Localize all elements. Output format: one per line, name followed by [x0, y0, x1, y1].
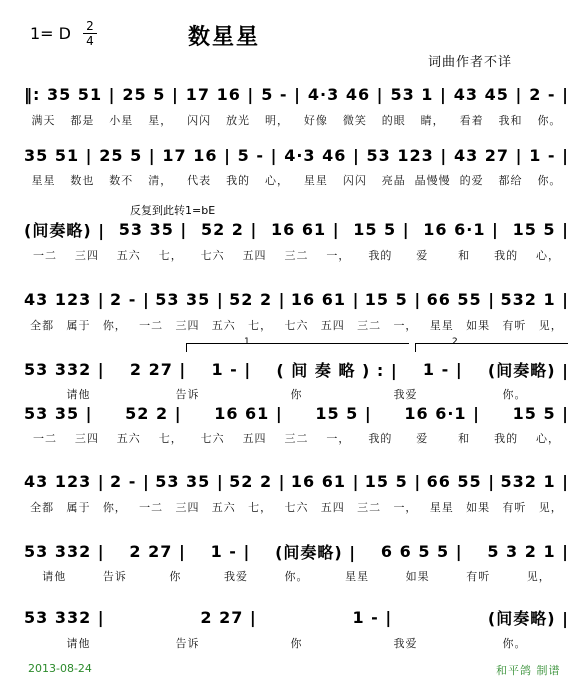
lyric-word: 三二	[357, 501, 382, 514]
lyrics-row	[24, 430, 569, 446]
lyric-word: 我和	[498, 114, 523, 127]
measure: ‖: 35 51 |	[24, 84, 116, 104]
lyric-word: 你	[290, 388, 303, 401]
measure: 4·3 46 |	[307, 84, 384, 104]
measure: 4·3 46 |	[284, 145, 360, 165]
lyric-word: 心，	[264, 174, 289, 187]
measure: (间奏略) |	[487, 360, 569, 380]
lyric-word: 一，	[393, 501, 418, 514]
lyric-word: 你，	[102, 501, 127, 514]
lyric-word: 晶慢慢	[414, 174, 451, 187]
lyric-word: 数也	[70, 174, 95, 187]
lyric-word: 和	[458, 249, 471, 262]
lyrics-row	[24, 499, 569, 515]
measure: 16 61 |	[290, 289, 360, 309]
lyrics-row	[24, 247, 569, 263]
lyrics-row	[24, 386, 569, 402]
lyric-word: 五六	[211, 501, 236, 514]
music-row	[24, 218, 569, 240]
lyric-word: 一二	[32, 432, 57, 445]
measure: 532 1 |	[500, 471, 569, 491]
lyric-word: 你。	[284, 570, 309, 583]
lyric-word: 告诉	[175, 637, 200, 650]
lyric-word: 你。	[502, 637, 527, 650]
measure: 43 27 |	[453, 145, 523, 165]
lyric-word: 三二	[357, 319, 382, 332]
lyric-word: 五六	[211, 319, 236, 332]
measure: 15 5 |	[364, 471, 422, 491]
meter-bottom: 4	[86, 34, 94, 48]
lyric-word: 属于	[66, 319, 91, 332]
measure: 15 5 |	[353, 219, 410, 239]
measure: 53 35 |	[155, 471, 224, 491]
lyric-word: 五六	[116, 432, 141, 445]
lyric-word: 我的	[368, 432, 393, 445]
lyric-word: 和	[458, 432, 471, 445]
lyric-word: 你。	[502, 388, 527, 401]
lyric-word: 有听	[466, 570, 491, 583]
lyric-word: 见，	[526, 570, 551, 583]
lyric-word: 满天	[31, 114, 56, 127]
lyric-word: 亮晶	[381, 174, 406, 187]
measure: 66 55 |	[426, 289, 496, 309]
measure: 15 5 |	[315, 403, 372, 423]
lyric-word: 告诉	[102, 570, 127, 583]
measure: 43 123 |	[24, 471, 105, 491]
lyric-word: 的爱	[459, 174, 484, 187]
lyric-word: 五四	[320, 501, 345, 514]
lyric-word: 都是	[70, 114, 95, 127]
lyric-word: 清，	[148, 174, 173, 187]
music-row	[24, 83, 569, 105]
measure: 5 - |	[261, 84, 301, 104]
lyrics-row	[24, 172, 569, 188]
measure: 1 - |	[211, 359, 252, 379]
lyrics-row	[24, 635, 569, 651]
measure: 1 - |	[529, 145, 569, 165]
time-signature	[83, 20, 97, 47]
volta-label-1: 1	[244, 337, 250, 347]
music-row	[24, 470, 569, 492]
lyric-word: 请他	[42, 570, 67, 583]
lyric-word: 星星	[345, 570, 370, 583]
lyric-word: 七六	[284, 501, 309, 514]
lyric-word: 有听	[502, 501, 527, 514]
measure: 53 1 |	[390, 84, 447, 104]
music-row	[24, 288, 569, 310]
measure: 52 2 |	[125, 403, 182, 423]
measure: 6 6 5 5 |	[380, 541, 463, 561]
lyric-word: 闪闪	[342, 174, 367, 187]
lyric-word: 看着	[459, 114, 484, 127]
lyric-word: 七六	[284, 319, 309, 332]
lyric-word: 你	[169, 570, 182, 583]
measure: 15 5 |	[512, 219, 569, 239]
lyric-word: 五六	[116, 249, 141, 262]
lyric-word: 全都	[30, 319, 55, 332]
measure: 16 6·1 |	[404, 403, 480, 423]
lyric-word: 我的	[494, 432, 519, 445]
lyric-word: 我爱	[223, 570, 248, 583]
lyric-word: 小星	[109, 114, 134, 127]
lyric-word: 见，	[538, 319, 563, 332]
volta-label-2: 2	[452, 337, 458, 347]
measure: 15 5 |	[512, 403, 569, 423]
lyric-word: 告诉	[175, 388, 200, 401]
measure: 15 5 |	[364, 289, 422, 309]
measure: (间奏略) |	[275, 542, 357, 562]
measure: 2 27 |	[129, 541, 186, 561]
music-row	[24, 606, 569, 628]
lyric-word: 我的	[494, 249, 519, 262]
lyric-word: 你，	[102, 319, 127, 332]
lyric-word: 星星	[429, 501, 454, 514]
lyric-word: 如果	[466, 501, 491, 514]
lyric-word: 如果	[405, 570, 430, 583]
lyric-word: 请他	[66, 637, 91, 650]
lyric-word: 我爱	[393, 388, 418, 401]
lyric-word: 我爱	[393, 637, 418, 650]
measure: 53 332 |	[24, 607, 105, 627]
lyric-word: 数不	[109, 174, 134, 187]
measure: (间奏略) |	[487, 608, 569, 628]
measure: 5 - |	[237, 145, 278, 165]
lyric-word: 一，	[326, 432, 351, 445]
music-row	[24, 540, 569, 562]
measure: 532 1 |	[500, 289, 569, 309]
credit-line: 词曲作者不详	[428, 55, 513, 70]
measure: 53 35 |	[118, 219, 188, 239]
volta-bracket-1	[186, 343, 409, 352]
lyrics-row	[24, 112, 569, 128]
lyric-word: 三四	[175, 319, 200, 332]
lyric-word: 星，	[148, 114, 173, 127]
measure: 17 16 |	[185, 84, 255, 104]
lyric-word: 心，	[536, 432, 561, 445]
volta-bracket-2	[415, 343, 568, 352]
measure: 2 - |	[110, 471, 150, 491]
measure: 53 123 |	[366, 145, 448, 165]
measure: 1 - |	[210, 541, 251, 561]
lyric-word: 七，	[248, 319, 273, 332]
lyric-word: 三四	[74, 249, 99, 262]
measure: 5 3 2 1 |	[487, 541, 569, 561]
lyric-word: 微笑	[342, 114, 367, 127]
meter-top: 2	[86, 19, 94, 33]
measure: 2 27 |	[129, 359, 187, 379]
lyric-word: 七，	[248, 501, 273, 514]
lyric-word: 你	[290, 637, 303, 650]
measure: 1 - |	[352, 607, 393, 627]
lyric-word: 如果	[466, 319, 491, 332]
key-signature: 1= D	[30, 24, 71, 43]
lyric-word: 我的	[226, 174, 251, 187]
lyric-word: 一二	[139, 501, 164, 514]
measure: 16 61 |	[290, 471, 360, 491]
measure: 25 5 |	[122, 84, 179, 104]
lyric-word: 爱	[416, 432, 429, 445]
music-row	[24, 144, 569, 166]
modulation-note: 反复到此转1=bE	[130, 204, 216, 217]
measure: 52 2 |	[229, 289, 286, 309]
lyric-word: 三二	[284, 249, 309, 262]
measure: 43 123 |	[24, 289, 105, 309]
measure: 66 55 |	[426, 471, 496, 491]
arranger-label: 和平鸽 制谱	[496, 664, 561, 677]
lyric-word: 一，	[326, 249, 351, 262]
lyric-word: 见，	[538, 501, 563, 514]
measure: 53 332 |	[24, 359, 105, 379]
lyric-word: 都给	[498, 174, 523, 187]
measure: 2 - |	[529, 84, 569, 104]
measure: 43 45 |	[453, 84, 523, 104]
lyric-word: 代表	[187, 174, 212, 187]
measure: 16 61 |	[214, 403, 283, 423]
lyric-word: 你。	[537, 174, 562, 187]
measure: (间奏略) |	[24, 220, 106, 240]
lyric-word: 的眼	[381, 114, 406, 127]
lyric-word: 闪闪	[187, 114, 212, 127]
lyric-word: 一二	[32, 249, 57, 262]
lyric-word: 星星	[303, 174, 328, 187]
measure: 52 2 |	[200, 219, 258, 239]
lyric-word: 你。	[537, 114, 562, 127]
measure: 2 - |	[110, 289, 150, 309]
measure: 17 16 |	[162, 145, 231, 165]
lyric-word: 属于	[66, 501, 91, 514]
lyric-word: 放光	[226, 114, 251, 127]
lyric-word: 星星	[31, 174, 56, 187]
lyric-word: 七六	[200, 432, 225, 445]
lyric-word: 睛，	[420, 114, 445, 127]
measure: 53 35 |	[24, 403, 93, 423]
measure: 16 6·1 |	[423, 219, 499, 239]
lyric-word: 五四	[242, 249, 267, 262]
measure: 35 51 |	[24, 145, 93, 165]
measure: 25 5 |	[99, 145, 156, 165]
song-title: 数星星	[188, 25, 261, 50]
measure: 2 27 |	[200, 607, 257, 627]
lyric-word: 心，	[536, 249, 561, 262]
lyric-word: 爱	[416, 249, 429, 262]
lyric-word: 有听	[502, 319, 527, 332]
measure: 52 2 |	[229, 471, 286, 491]
lyric-word: 三四	[175, 501, 200, 514]
lyric-word: 三二	[284, 432, 309, 445]
lyric-word: 星星	[429, 319, 454, 332]
lyrics-row	[24, 568, 569, 584]
measure: 53 332 |	[24, 541, 105, 561]
lyric-word: 一，	[393, 319, 418, 332]
music-row	[24, 358, 569, 380]
measure: 16 61 |	[271, 219, 340, 239]
lyric-word: 七，	[158, 432, 183, 445]
lyric-word: 明，	[264, 114, 289, 127]
lyric-word: 七六	[200, 249, 225, 262]
lyric-word: 七，	[158, 249, 183, 262]
date-label: 2013-08-24	[28, 662, 92, 675]
measure: ( 间 奏 略 ) : |	[276, 360, 398, 380]
measure: 53 35 |	[155, 289, 224, 309]
lyric-word: 五四	[320, 319, 345, 332]
lyric-word: 请他	[66, 388, 91, 401]
music-row	[24, 402, 569, 424]
lyric-word: 全都	[30, 501, 55, 514]
lyric-word: 好像	[303, 114, 328, 127]
lyric-word: 三四	[74, 432, 99, 445]
lyric-word: 我的	[368, 249, 393, 262]
lyric-word: 五四	[242, 432, 267, 445]
measure: 1 - |	[422, 359, 463, 379]
lyrics-row	[24, 317, 569, 333]
lyric-word: 一二	[139, 319, 164, 332]
